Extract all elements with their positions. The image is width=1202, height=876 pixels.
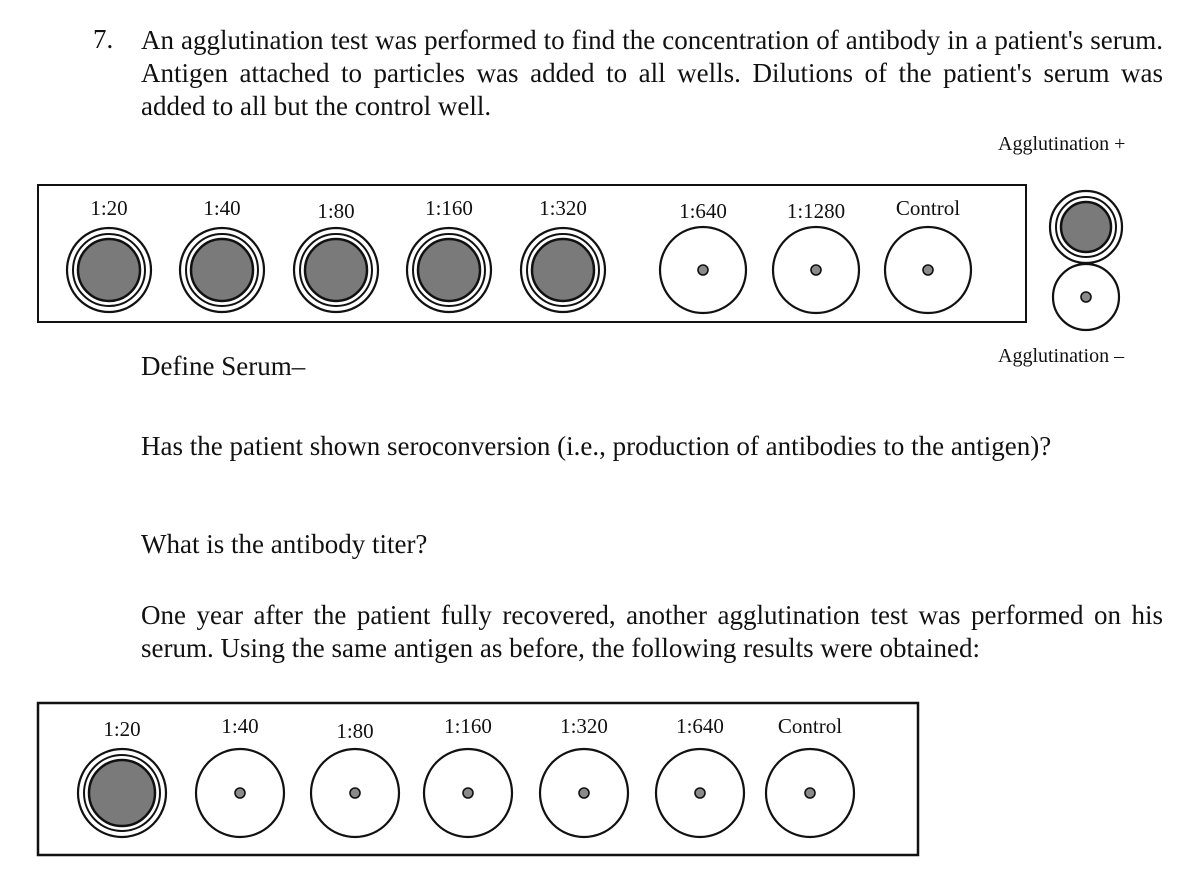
test2-pellet-dot bbox=[695, 788, 705, 798]
test2-well-negative bbox=[540, 749, 628, 837]
legend-wells bbox=[1050, 191, 1122, 330]
legend-positive-label: Agglutination + bbox=[998, 133, 1126, 155]
test2-well-negative bbox=[766, 749, 854, 837]
test1-agglutination-mat bbox=[418, 239, 480, 301]
test1-dilution-label: 1:640 bbox=[679, 199, 727, 223]
test2-dilution-label: 1:640 bbox=[676, 714, 724, 738]
test2-well-negative bbox=[424, 749, 512, 837]
question-text: An agglutination test was performed to find the concentration of antibody in a patient's serum. Antigen attached to particles was added to all wells. Dilutions of the patient's serum was added to all but the control well. bbox=[141, 25, 1163, 121]
test1-agglutination-mat bbox=[78, 239, 140, 301]
test1-well-positive bbox=[407, 228, 491, 312]
legend-pellet-dot bbox=[1081, 292, 1091, 302]
legend-well-positive bbox=[1050, 191, 1122, 263]
test2-dilution-label: Control bbox=[777, 714, 843, 738]
question-number: 7. bbox=[93, 24, 114, 54]
test1-plate bbox=[38, 185, 1026, 322]
test1-well-negative bbox=[660, 227, 746, 313]
legend-agglutination-mat bbox=[1061, 202, 1111, 252]
test2-dilution-label: 1:160 bbox=[444, 714, 492, 738]
test2-pellet-dot bbox=[235, 788, 245, 798]
followup-text: One year after the patient fully recovered, another agglutination test was performed on his serum. Using the same antigen as before, the following results were obtained: bbox=[141, 600, 1163, 663]
test1-dilution-label: 1:80 bbox=[317, 199, 355, 223]
test2-dilution-label: 1:20 bbox=[103, 717, 141, 741]
test2-well-positive bbox=[78, 749, 166, 837]
define-serum-prompt: Define Serum– bbox=[141, 351, 306, 381]
test1-well-positive bbox=[67, 228, 151, 312]
test1-well-positive bbox=[521, 228, 605, 312]
test1-dilution-label: 1:160 bbox=[425, 196, 473, 220]
test2-pellet-dot bbox=[350, 788, 360, 798]
test1-well-positive bbox=[294, 228, 378, 312]
test2-well-negative bbox=[656, 749, 744, 837]
test2-well-negative bbox=[311, 749, 399, 837]
test1-pellet-dot bbox=[811, 265, 821, 275]
test2-dilution-label: 1:40 bbox=[221, 714, 259, 738]
test1-dilution-label: 1:40 bbox=[203, 196, 241, 220]
test1-agglutination-mat bbox=[532, 239, 594, 301]
test1-agglutination-mat bbox=[191, 239, 253, 301]
test1-dilution-label: 1:320 bbox=[539, 196, 587, 220]
test2-pellet-dot bbox=[579, 788, 589, 798]
legend-negative-label: Agglutination – bbox=[998, 345, 1125, 367]
test2-dilution-label: 1:80 bbox=[336, 719, 374, 743]
test2-plate bbox=[38, 703, 918, 855]
test2-pellet-dot bbox=[463, 788, 473, 798]
test1-pellet-dot bbox=[698, 265, 708, 275]
seroconversion-question: Has the patient shown seroconversion (i.e., production of antibodies to the antigen)? bbox=[141, 431, 1052, 461]
test2-pellet-dot bbox=[805, 788, 815, 798]
test1-agglutination-mat bbox=[305, 239, 367, 301]
test2-agglutination-mat bbox=[89, 760, 155, 826]
test1-dilution-label: 1:1280 bbox=[786, 199, 846, 223]
test1-pellet-dot bbox=[923, 265, 933, 275]
test1-dilution-label: 1:20 bbox=[90, 196, 128, 220]
test2-well-negative bbox=[196, 749, 284, 837]
test2-dilution-label: 1:320 bbox=[560, 714, 608, 738]
legend-well-negative bbox=[1053, 264, 1119, 330]
test1-well-positive bbox=[180, 228, 264, 312]
titer-question: What is the antibody titer? bbox=[141, 529, 428, 559]
test1-well-negative bbox=[773, 227, 859, 313]
test1-well-negative bbox=[885, 227, 971, 313]
test1-dilution-label: Control bbox=[895, 196, 961, 220]
